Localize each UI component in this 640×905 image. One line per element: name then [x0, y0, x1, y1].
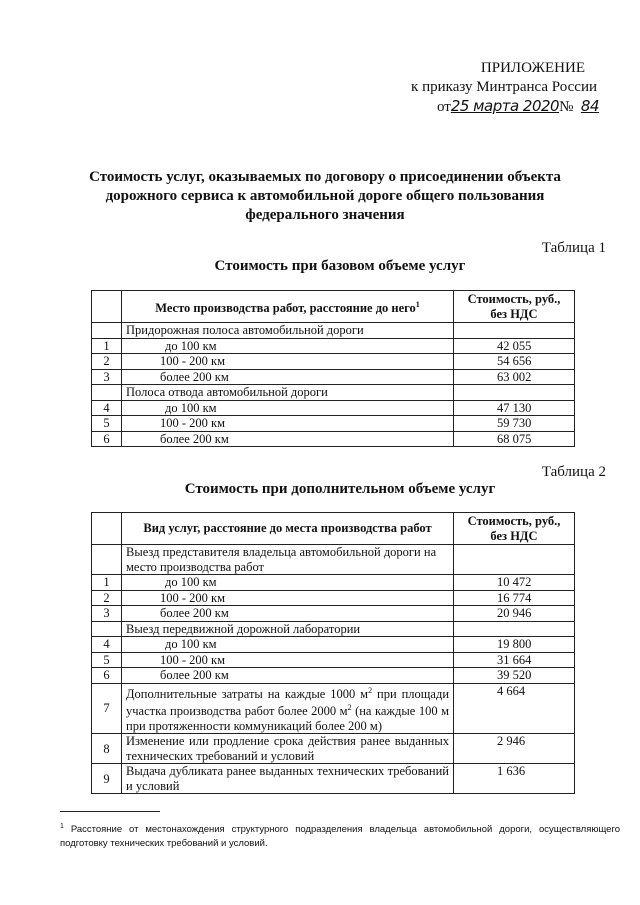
table1-group-row: [92, 385, 575, 401]
table-row: 6 более 200 км 68 075: [92, 431, 575, 447]
footnote-divider: [60, 811, 160, 812]
order-date-line: [437, 97, 599, 116]
table-row: 5 100 - 200 км 31 664: [92, 652, 575, 668]
table2-group-row: [92, 545, 575, 575]
table-row: 9 Выдача дубликата ранее выданных технических требований и условий 1 636: [92, 764, 575, 794]
table1-header-row: [92, 291, 575, 323]
table-row: 1 до 100 км 10 472: [92, 575, 575, 591]
date-prefix: от: [436, 99, 451, 115]
table2: [91, 512, 575, 794]
table1-title: Стоимость при базовом объеме услуг: [214, 258, 466, 274]
table1-group-label: Придорожная полоса автомобильной дороги: [122, 323, 454, 339]
table2-title: Стоимость при дополнительном объеме услуг: [184, 481, 496, 497]
table-row: 2 100 - 200 км 16 774: [92, 590, 575, 606]
table-row: 4 до 100 км 19 800: [92, 637, 575, 653]
table2-group-label: Выезд представителя владельца автомобильной дороги на место производства работ: [122, 545, 454, 575]
number-prefix: №: [559, 99, 574, 115]
table-row: 7 Дополнительные затраты на каждые 1000 $м^2$ при площади участка производства работ более 2000 $м^2$ (на каждые 100 м при протяженности коммуникаций более 200 м) 4 664: [92, 683, 575, 734]
table-row: 8 Изменение или продление срока действия ранее выданных технических требований и условий 2 946: [92, 734, 575, 764]
table1-place-header: Место производства работ, расстояние до него$^1$: [122, 291, 454, 323]
table1-group-label: Полоса отвода автомобильной дороги: [122, 385, 454, 401]
table-row: 1 до 100 км 42 055: [92, 338, 575, 354]
appendix-heading: ПРИЛОЖЕНИЕ: [480, 60, 585, 76]
table2-cost-header: Стоимость, руб., без НДС: [454, 513, 575, 545]
table1-cost-header: Стоимость, руб., без НДС: [454, 291, 575, 323]
table1: [91, 290, 575, 447]
table2-kind-header: Вид услуг, расстояние до места производства работ: [122, 513, 454, 545]
table-row: 2 100 - 200 км 54 656: [92, 354, 575, 370]
handwritten-number: 84: [580, 97, 599, 115]
footnote: $^1$ Расстояние от местонахождения структурного подразделения владельца автомобильной дороги, осуществляющего подготовку технических требований и условий.: [60, 823, 621, 850]
table1-label: Таблица 1: [541, 240, 606, 256]
table-row: 3 более 200 км 63 002: [92, 369, 575, 385]
table-row: 4 до 100 км 47 130: [92, 400, 575, 416]
table2-label: Таблица 2: [541, 464, 606, 480]
order-reference: к приказу Минтранса России: [411, 79, 597, 95]
table-row: 3 более 200 км 20 946: [92, 606, 575, 622]
table-row: 5 100 - 200 км 59 730: [92, 416, 575, 432]
handwritten-date: 25 марта 2020: [450, 97, 560, 115]
document-title: Стоимость услуг, оказываемых по договору о присоединении объекта дорожного сервиса к автомобильной дороге общего пользования федерального значения: [89, 169, 561, 223]
table1-group-row: [92, 323, 575, 339]
table-row: 6 более 200 км 39 520: [92, 668, 575, 684]
table1-num-header: [92, 291, 122, 323]
table2-num-header: [92, 513, 122, 545]
table2-group-label: Выезд передвижной дорожной лаборатории: [122, 621, 454, 637]
table2-group-row: [92, 621, 575, 637]
table2-header-row: [92, 513, 575, 545]
